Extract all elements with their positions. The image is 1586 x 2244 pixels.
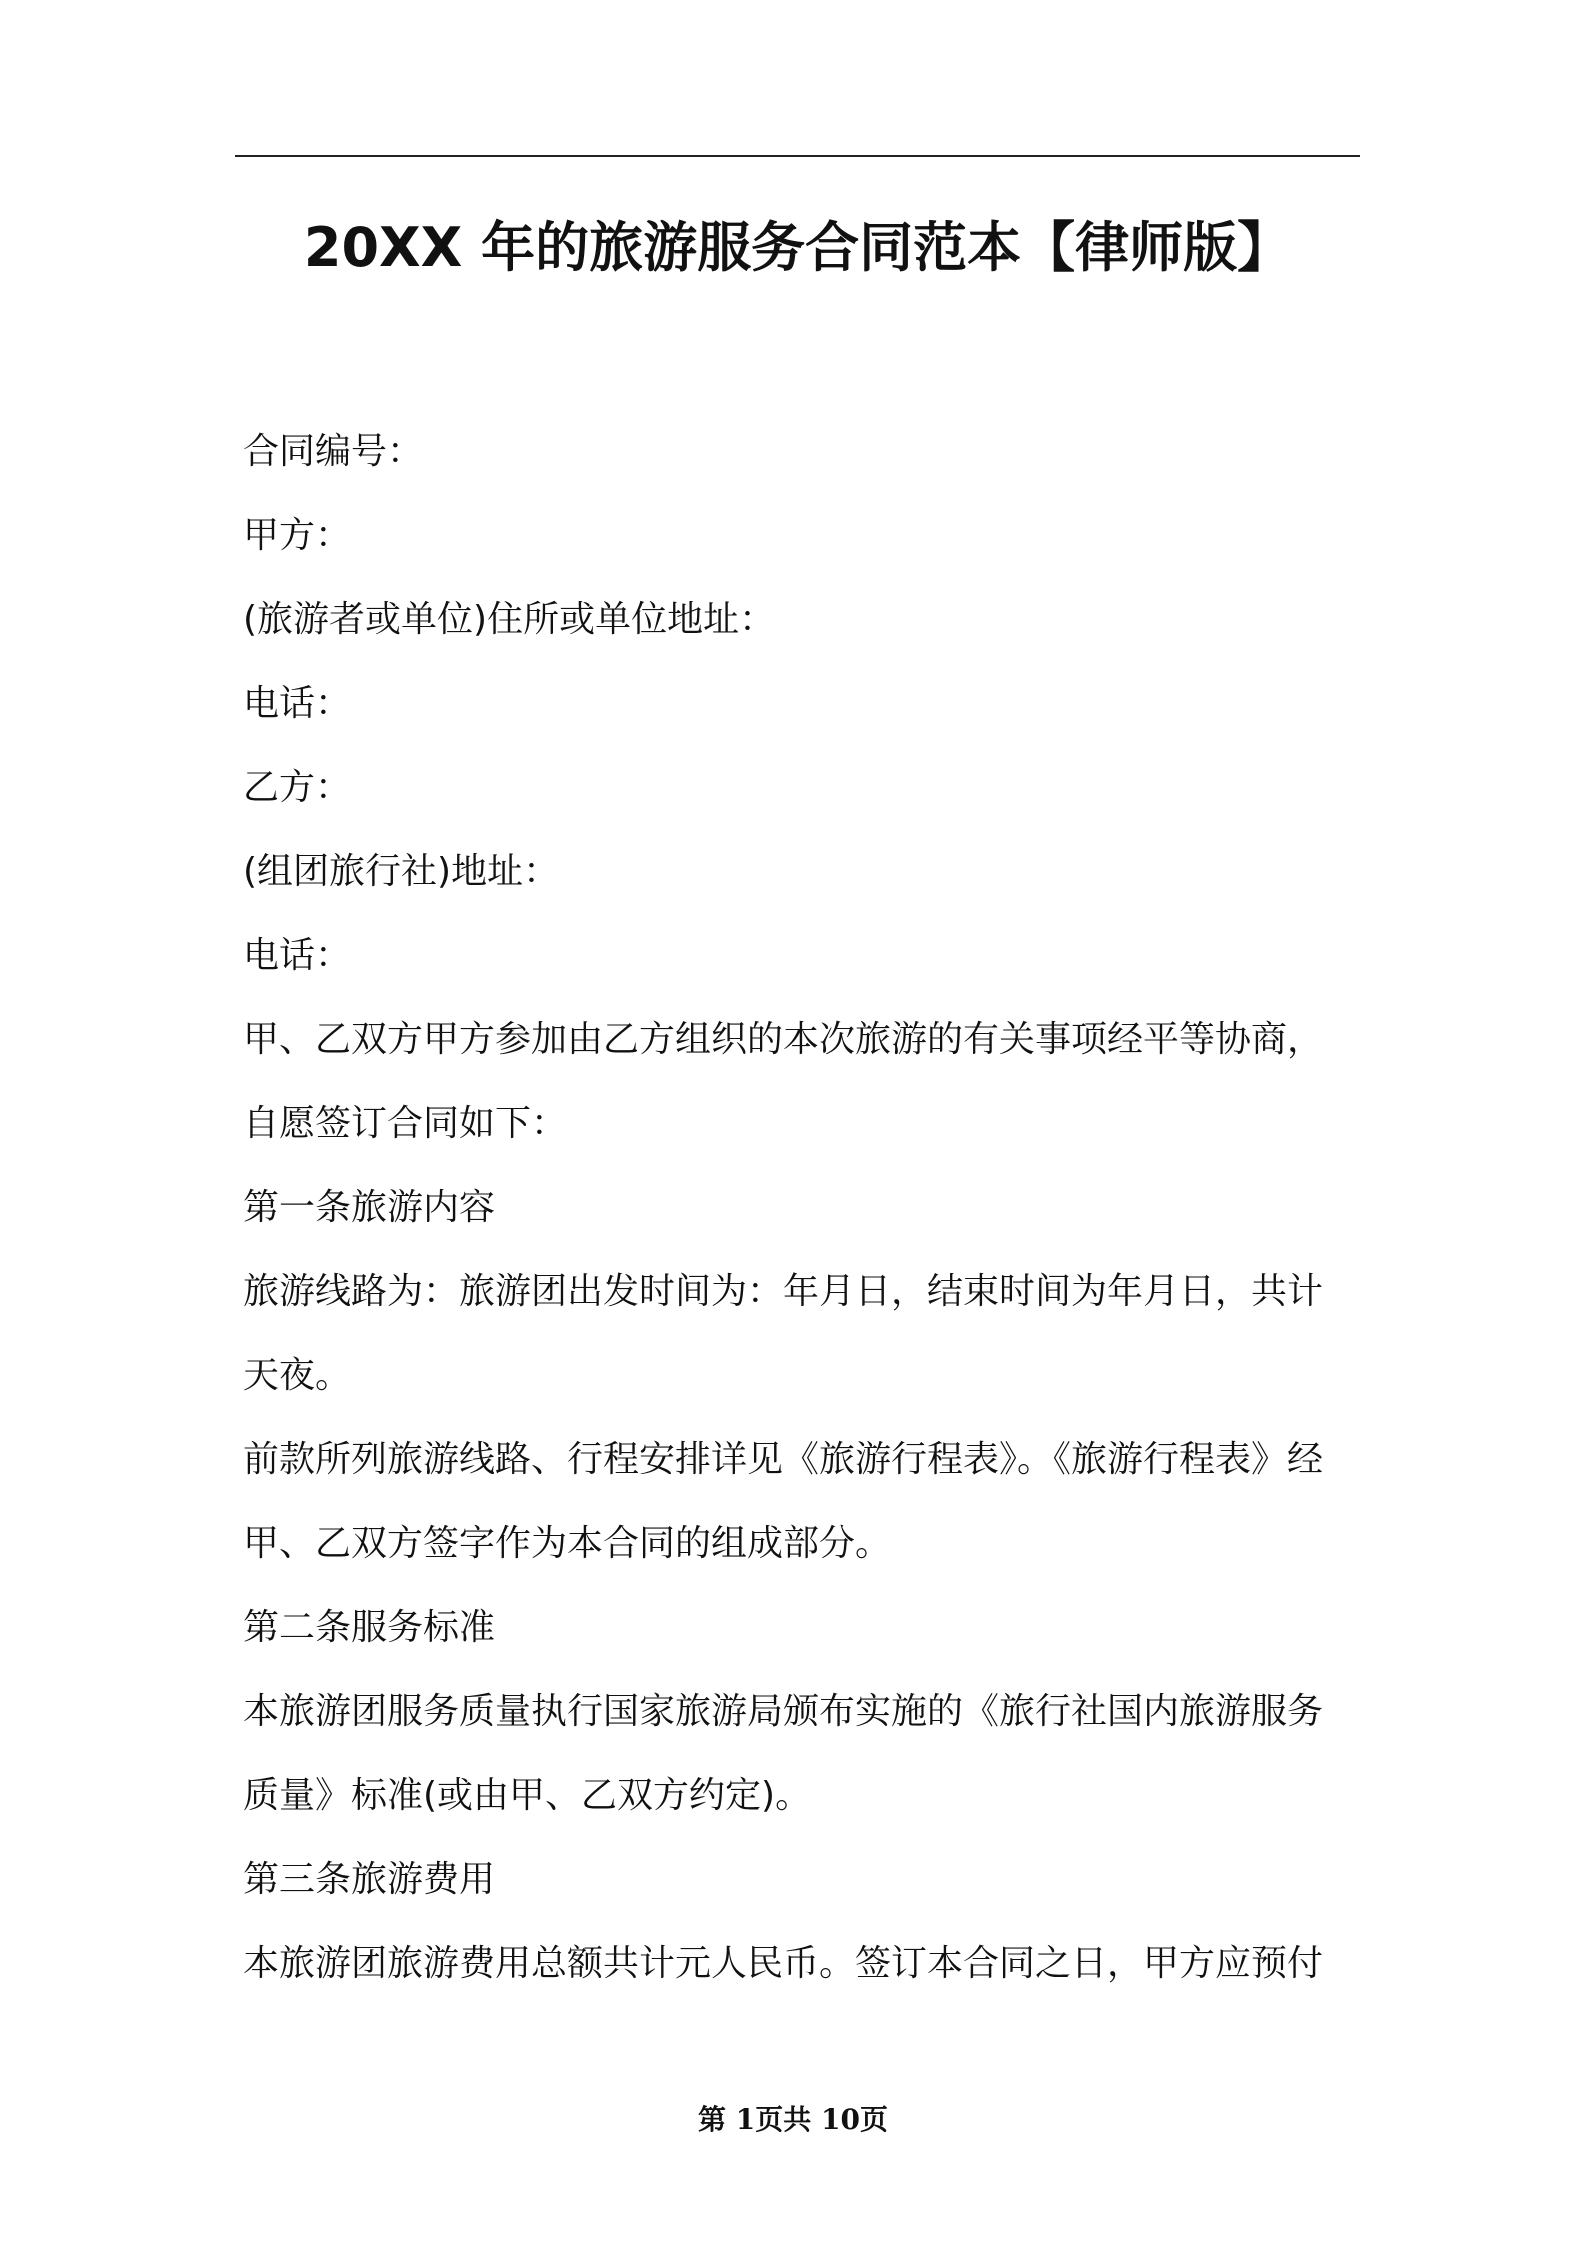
contract-body	[243, 410, 1358, 2006]
paragraph-line: 本旅游团服务质量执行国家旅游局颁布实施的《旅行社国内旅游服务	[243, 1691, 1324, 1732]
preamble-line: 自愿签订合同如下：	[243, 1103, 568, 1144]
field-party-a-phone: 电话：	[243, 683, 352, 724]
paragraph-line: 甲、乙双方签字作为本合同的组成部分。	[243, 1523, 892, 1564]
field-contract-number: 合同编号：	[243, 431, 424, 472]
article-heading: 第一条旅游内容	[243, 1187, 496, 1228]
document-title: 20XX 年的旅游服务合同范本【律师版】	[303, 216, 1292, 279]
header-rule	[235, 155, 1360, 157]
article-heading: 第三条旅游费用	[243, 1859, 496, 1900]
paragraph-line: 质量》标准(或由甲、乙双方约定)。	[243, 1775, 812, 1816]
paragraph-line: 本旅游团旅游费用总额共计元人民币。签订本合同之日，甲方应预付	[243, 1943, 1324, 1984]
paragraph-line: 旅游线路为：旅游团出发时间为：年月日，结束时间为年月日，共计	[243, 1271, 1324, 1312]
field-party-a-address: (旅游者或单位)住所或单位地址：	[243, 599, 776, 640]
paragraph-line: 天夜。	[243, 1355, 352, 1396]
field-party-b-phone: 电话：	[243, 935, 352, 976]
field-party-b: 乙方：	[243, 767, 352, 808]
article-heading: 第二条服务标准	[243, 1607, 496, 1648]
page-number-footer: 第 1页共 10页	[698, 2103, 888, 2136]
preamble-line: 甲、乙双方甲方参加由乙方组织的本次旅游的有关事项经平等协商，	[243, 1019, 1324, 1060]
field-party-b-address: (组团旅行社)地址：	[243, 851, 560, 892]
paragraph-line: 前款所列旅游线路、行程安排详见《旅游行程表》。《旅游行程表》经	[243, 1439, 1324, 1480]
field-party-a: 甲方：	[243, 515, 352, 556]
